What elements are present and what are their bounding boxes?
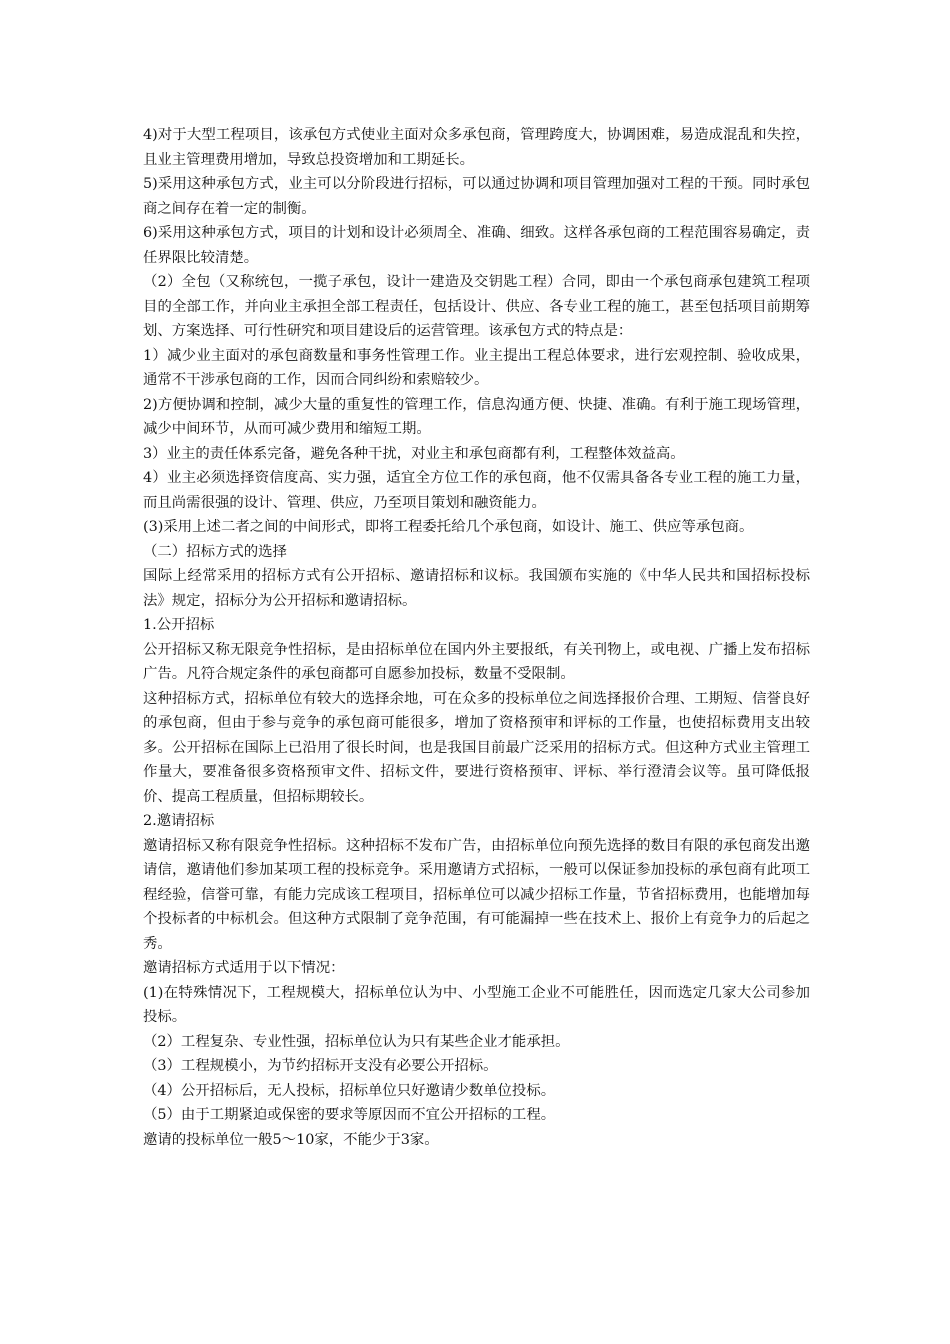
document-body <box>143 123 810 1152</box>
paragraph: 2)方便协调和控制，减少大量的重复性的管理工作，信息沟通方便、快捷、准确。有利于施工现场管理，减少中间环节，从而可减少费用和缩短工期。 <box>143 396 810 437</box>
paragraph: 1）减少业主面对的承包商数量和事务性管理工作。业主提出工程总体要求，进行宏观控制、验收成果，通常不干涉承包商的工作，因而合同纠纷和索赔较少。 <box>143 347 810 388</box>
paragraph: 国际上经常采用的招标方式有公开招标、邀请招标和议标。我国颁布实施的《中华人民共和国招标投标法》规定，招标分为公开招标和邀请招标。 <box>143 568 810 609</box>
paragraph: 4）业主必须选择资信度高、实力强，适宜全方位工作的承包商，他不仅需具备各专业工程的施工力量，而且尚需很强的设计、管理、供应，乃至项目策划和融资能力。 <box>143 470 810 511</box>
paragraph: （2）全包（又称统包，一揽子承包，设计一建造及交钥匙工程）合同，即由一个承包商承包建筑工程项目的全部工作，并向业主承担全部工程责任，包括设计、供应、各专业工程的施工，甚至包括项目前期筹划、方案选择、可行性研究和项目建设后的运营管理。该承包方式的特点是： <box>143 274 810 339</box>
paragraph: 公开招标又称无限竞争性招标，是由招标单位在国内外主要报纸，有关刊物上，或电视、广播上发布招标广告。凡符合规定条件的承包商都可自愿参加投标，数量不受限制。 <box>143 641 810 682</box>
list-item: （3）工程规模小，为节约招标开支没有必要公开招标。 <box>143 1058 498 1074</box>
paragraph: 邀请招标又称有限竞争性招标。这种招标不发布广告，由招标单位向预先选择的数目有限的承包商发出邀请信，邀请他们参加某项工程的投标竞争。采用邀请方式招标，一般可以保证参加投标的承包商有此项工程经验，信誉可靠，有能力完成该工程项目，招标单位可以减少招标工作量，节省招标费用，也能增加每个投标者的中标机会。但这种方式限制了竞争范围，有可能漏掉一些在技术上、报价上有竞争力的后起之秀。 <box>143 837 810 952</box>
paragraph: 6)采用这种承包方式，项目的计划和设计必须周全、准确、细致。这样各承包商的工程范围容易确定，责任界限比较清楚。 <box>143 225 810 266</box>
paragraph: 4)对于大型工程项目，该承包方式使业主面对众多承包商，管理跨度大，协调困难，易造成混乱和失控，且业主管理费用增加，导致总投资增加和工期延长。 <box>143 127 810 168</box>
paragraph: 邀请的投标单位一般5～10家，不能少于3家。 <box>143 1131 439 1148</box>
subsection-heading: 2.邀请招标 <box>143 813 215 829</box>
paragraph: 这种招标方式，招标单位有较大的选择余地，可在众多的投标单位之间选择报价合理、工期短、信誉良好的承包商，但由于参与竞争的承包商可能很多，增加了资格预审和评标的工作量，也使招标费用支出较多。公开招标在国际上已沿用了很长时间，也是我国目前最广泛采用的招标方式。但这种方式业主管理工作量大，要准备很多资格预审文件、招标文件，要进行资格预审、评标、举行澄清会议等。虽可降低报价、提高工程质量，但招标期较长。 <box>143 690 810 805</box>
section-heading: （二）招标方式的选择 <box>143 543 287 560</box>
list-item: （2）工程复杂、专业性强，招标单位认为只有某些企业才能承担。 <box>143 1033 570 1050</box>
paragraph: 5)采用这种承包方式，业主可以分阶段进行招标，可以通过协调和项目管理加强对工程的干预。同时承包商之间存在着一定的制衡。 <box>143 176 810 217</box>
paragraph: 邀请招标方式适用于以下情况： <box>143 960 345 976</box>
subsection-heading: 1.公开招标 <box>143 617 215 633</box>
list-item: (1)在特殊情况下，工程规模大，招标单位认为中、小型施工企业不可能胜任，因而选定几家大公司参加投标。 <box>143 984 810 1025</box>
paragraph: (3)采用上述二者之间的中间形式，即将工程委托给几个承包商，如设计、施工、供应等承包商。 <box>143 519 754 535</box>
list-item: （5）由于工期紧迫或保密的要求等原因而不宜公开招标的工程。 <box>143 1107 556 1123</box>
paragraph: 3）业主的责任体系完备，避免各种干扰，对业主和承包商都有利，工程整体效益高。 <box>143 445 685 462</box>
list-item: （4）公开招标后，无人投标，招标单位只好邀请少数单位投标。 <box>143 1082 556 1099</box>
